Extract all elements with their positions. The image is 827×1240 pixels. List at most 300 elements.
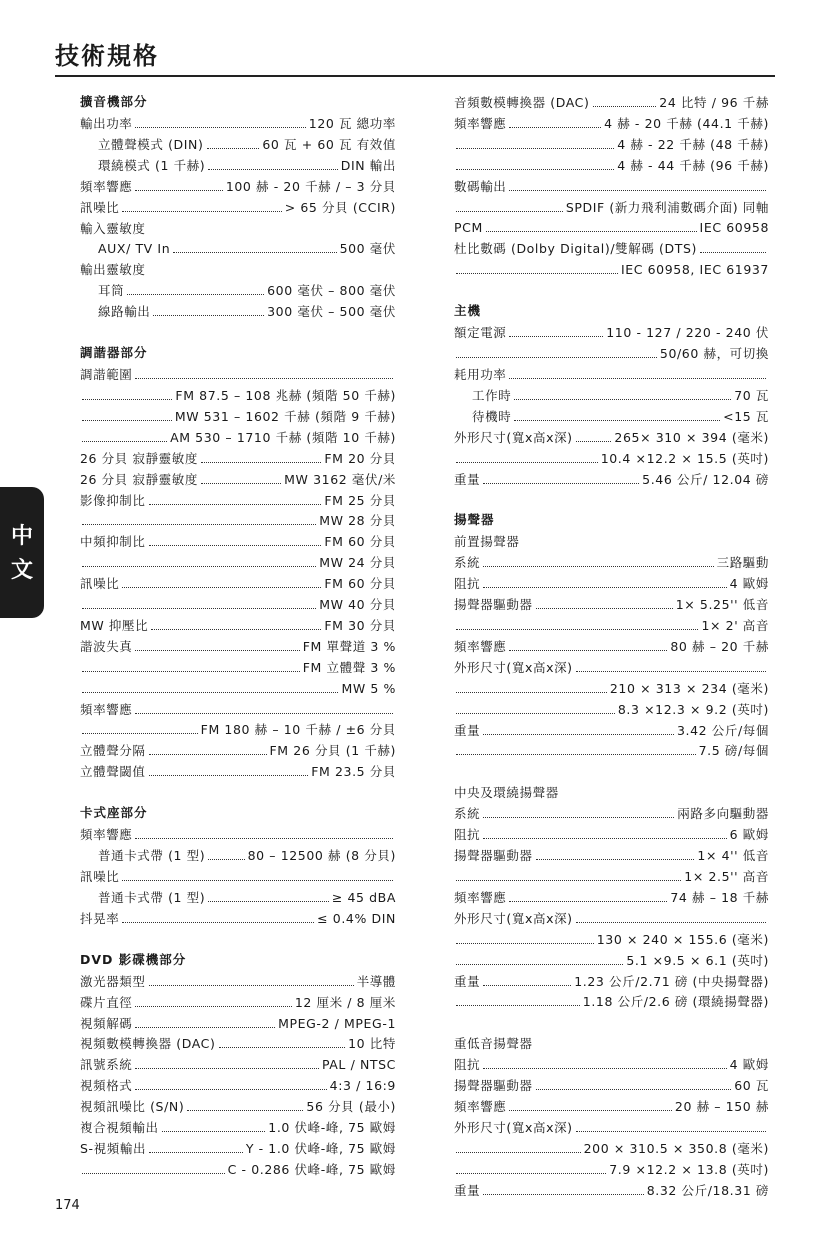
spec-line [454,114,769,135]
dot-leader [456,880,681,881]
dot-leader [509,190,766,191]
spec-line [80,1118,396,1139]
spec-value: 1.18 公斤/2.6 磅 (環繞揚聲器) [582,994,769,1010]
spec-value: 60 瓦 + 60 瓦 有效值 [262,136,396,152]
spec-line [454,783,769,804]
spec-label: 頻率響應 [80,178,133,194]
spec-value: 1× 5.25'' 低音 [675,597,769,613]
spec-line [80,574,396,595]
spec-line [80,825,396,846]
dot-leader [576,441,612,442]
dot-leader [536,859,695,860]
spec-label: 待機時 [472,408,512,424]
spec-label: 諧波失真 [80,638,133,654]
dot-leader [82,399,172,400]
spec-value: 600 毫伏 – 800 毫伏 [267,283,396,299]
spec-label: 阻抗 [454,827,481,843]
dot-leader [82,733,198,734]
spec-line [80,1034,396,1055]
spec-value: MW 24 分貝 [319,555,396,571]
dot-leader [135,713,393,714]
spec-value: MW 3162 毫伏/米 [284,471,396,487]
spec-value: 三路驅動 [716,555,769,571]
spec-line [454,177,769,198]
dot-leader [509,901,667,902]
spec-label: 碟片直徑 [80,994,133,1010]
spec-value: 6 歐姆 [729,827,769,843]
dot-leader [456,148,614,149]
spec-label: 揚聲器驅動器 [454,848,533,864]
spec-line [454,679,769,700]
dot-leader [456,169,614,170]
side-tab-label: 中文 [10,524,33,583]
dot-leader [135,1027,275,1028]
dot-leader [135,1068,319,1069]
spec-line [80,449,396,470]
spec-value: 10.4 ×12.2 × 15.5 (英吋) [600,450,769,466]
spec-label: 耳筒 [98,283,125,299]
spec-value: 210 × 313 × 234 (毫米) [609,680,769,696]
dot-leader [135,650,299,651]
spec-line [454,846,769,867]
spec-value: 1× 2.5'' 高音 [684,869,769,884]
spec-line [80,198,396,219]
dot-leader [201,483,281,484]
dot-leader [82,524,316,525]
dot-leader [151,629,321,630]
spec-line [454,218,769,239]
dot-leader [483,838,726,839]
dot-leader [700,252,766,253]
spec-line [454,1055,769,1076]
spec-line [80,637,396,658]
spec-line [80,972,396,993]
spec-label: 訊噪比 [80,576,120,592]
spec-label: 耗用功率 [454,366,507,382]
spec-line [80,511,396,532]
spec-label: 前置揚聲器 [454,534,520,550]
dot-leader [201,462,321,463]
spec-line [80,867,396,888]
spec-line [80,260,396,281]
dot-leader [483,1194,644,1195]
spec-line [454,658,769,679]
spec-value: FM 30 分貝 [324,617,396,633]
spec-line [454,888,769,909]
spec-line [80,720,396,741]
dot-leader [483,587,726,588]
spec-line [80,762,396,783]
spec-label: 中央及環繞揚聲器 [454,785,559,801]
dot-leader [122,587,321,588]
spec-line [80,658,396,679]
spec-value: 56 分貝 (最小) [306,1099,396,1115]
spec-value: 265× 310 × 394 (毫米) [614,429,769,445]
spec-section [80,804,396,930]
spec-line [454,909,769,930]
spec-label: 訊噪比 [80,199,120,215]
language-side-tab [0,487,44,618]
spec-label: 重量 [454,1182,481,1198]
spec-section [80,93,396,323]
spec-line [454,972,769,993]
dot-leader [483,985,571,986]
spec-value: 120 瓦 總功率 [308,116,396,131]
spec-label: 訊號系統 [80,1057,133,1073]
dot-leader [149,754,267,755]
page-number: 174 [55,1198,80,1213]
spec-label: 環繞模式 (1 千赫) [98,157,206,173]
spec-value: MW 531 – 1602 千赫 (頻階 9 千赫) [174,408,396,424]
dot-leader [483,734,674,735]
spec-value: 8.3 ×12.3 × 9.2 (英吋) [617,701,769,717]
spec-value: MW 40 分貝 [319,597,396,613]
spec-label: 頻率響應 [454,638,507,654]
dot-leader [82,692,338,693]
spec-section [454,511,769,762]
dot-leader [122,922,314,923]
spec-value: 60 瓦 [734,1078,769,1094]
spec-label: 視頻訊噪比 (S/N) [80,1099,185,1115]
spec-label: 中頻抑制比 [80,534,146,550]
spec-label: 外形尺寸(寬x高x深) [454,910,573,926]
spec-label: 外形尺寸(寬x高x深) [454,1119,573,1135]
spec-value: 4 赫 - 20 千赫 (44.1 千赫) [604,115,769,131]
spec-line [454,428,769,449]
spec-value: 3.42 公斤/每個 [676,722,769,738]
spec-section [454,93,769,281]
spec-value: MW 5 % [341,680,396,696]
spec-label: 重低音揚聲器 [454,1036,533,1052]
spec-value: C - 0.286 伏峰-峰, 75 歐姆 [227,1161,396,1177]
spec-value: 1.0 伏峰-峰, 75 歐姆 [268,1120,396,1136]
dot-leader [149,985,354,986]
spec-label: 26 分貝 寂靜靈敏度 [80,471,198,487]
spec-line [454,951,769,972]
spec-value: 4 赫 - 22 千赫 (48 千赫) [617,136,769,152]
dot-leader [509,336,603,337]
spec-label: 杜比數碼 (Dolby Digital)/雙解碼 (DTS) [454,241,697,257]
dot-leader [135,1006,291,1007]
dot-leader [509,1110,671,1111]
spec-value: FM 87.5 – 108 兆赫 (頻階 50 千赫) [175,387,396,403]
dot-leader [509,127,601,128]
spec-value: <15 瓦 [723,408,769,424]
spec-section [80,344,396,783]
dot-leader [149,545,322,546]
spec-line [80,616,396,637]
spec-value: 100 赫 - 20 千赫 / – 3 分貝 [225,178,396,194]
spec-line [454,93,769,114]
section-heading: 主機 [454,303,482,319]
spec-label: 外形尺寸(寬x高x深) [454,659,573,675]
dot-leader [486,231,697,232]
spec-value: DIN 輸出 [340,157,396,173]
spec-value: AM 530 – 1710 千赫 (頻階 10 千赫) [170,429,396,445]
spec-line [80,1055,396,1076]
spec-line [80,135,396,156]
spec-label: 音頻數模轉換器 (DAC) [454,95,590,110]
spec-line [80,909,396,930]
spec-value: PAL / NTSC [321,1057,396,1073]
spec-value: MW 28 分貝 [319,513,396,529]
spec-value: 8.32 公斤/18.31 磅 [646,1182,769,1198]
dot-leader [456,1005,580,1006]
spec-line [80,741,396,762]
spec-line [454,532,769,553]
dot-leader [207,148,260,149]
section-heading: 揚聲器 [454,512,495,528]
dot-leader [208,901,329,902]
spec-label: 線路輸出 [98,304,151,320]
section-heading: 調諧器部分 [80,345,148,361]
spec-value: 24 比特 / 96 千赫 [659,95,769,110]
dot-leader [576,671,766,672]
spec-value: 130 × 240 × 155.6 (毫米) [596,931,769,947]
spec-line [80,386,396,407]
spec-line [454,721,769,742]
spec-line [454,156,769,177]
dot-leader [483,1068,726,1069]
spec-value: FM 立體聲 3 % [302,659,396,675]
spec-line [80,1139,396,1160]
spec-label: 26 分貝 寂靜靈敏度 [80,450,198,466]
spec-label: 視頻格式 [80,1078,133,1094]
spec-line [80,407,396,428]
spec-value: 80 赫 – 20 千赫 [670,638,769,654]
spec-value: 12 厘米 / 8 厘米 [294,994,396,1010]
spec-label: 系統 [454,806,481,822]
spec-line [80,428,396,449]
spec-label: 數碼輸出 [454,178,507,194]
spec-label: 重量 [454,722,481,738]
spec-line [454,700,769,721]
spec-label: 頻率響應 [454,1099,507,1115]
spec-value: FM 180 赫 – 10 千赫 / ±6 分貝 [200,722,396,738]
spec-line [454,804,769,825]
spec-line [454,1097,769,1118]
dot-leader [483,566,713,567]
spec-value: 兩路多向驅動器 [677,806,769,822]
section-heading: 擴音機部分 [80,94,148,109]
spec-label: 複合視頻輸出 [80,1120,159,1136]
spec-label: 重量 [454,471,481,487]
spec-section [80,951,396,1181]
spec-label: 工作時 [472,387,512,403]
spec-value: 4:3 / 16:9 [329,1078,396,1094]
spec-line [454,1160,769,1181]
spec-value: 1.23 公斤/2.71 磅 (中央揚聲器) [574,973,769,989]
spec-label: 額定電源 [454,325,507,341]
spec-line [80,553,396,574]
spec-value: 5.46 公斤/ 12.04 磅 [642,471,769,487]
spec-line [80,532,396,553]
dot-leader [576,922,766,923]
spec-value: MPEG-2 / MPEG-1 [278,1015,396,1031]
spec-line [454,344,769,365]
spec-value: > 65 分貝 (CCIR) [284,199,396,215]
dot-leader [536,1089,732,1090]
spec-value: 4 赫 - 44 千赫 (96 千赫) [617,157,769,173]
dot-leader [149,775,309,776]
spec-value: 200 × 310.5 × 350.8 (毫米) [583,1140,769,1156]
dot-leader [82,608,316,609]
left-column [80,93,396,1202]
dot-leader [82,566,316,567]
spec-label: 輸入靈敏度 [80,220,146,236]
dot-leader [593,106,657,107]
spec-label: 激光器類型 [80,973,146,989]
spec-line [80,700,396,721]
spec-line [80,491,396,512]
spec-value: FM 60 分貝 [324,576,396,592]
spec-label: 外形尺寸(寬x高x深) [454,429,573,445]
spec-label: 視頻解碼 [80,1015,133,1031]
spec-line [454,135,769,156]
spec-line [454,449,769,470]
spec-line [454,930,769,951]
dot-leader [456,273,618,274]
spec-label: MW 抑壓比 [80,617,149,633]
spec-line [454,825,769,846]
spec-line [80,365,396,386]
dot-leader [127,294,264,295]
spec-value: 110 - 127 / 220 - 240 伏 [606,325,769,341]
spec-label: 調諧範圍 [80,367,133,383]
spec-section [454,302,769,490]
dot-leader [187,1110,303,1111]
spec-label: 頻率響應 [80,827,133,843]
spec-line [454,1034,769,1055]
dot-leader [208,859,244,860]
dot-leader [122,211,281,212]
spec-label: 立體聲分隔 [80,743,146,759]
spec-value: SPDIF (新力飛利浦數碼介面) 同軸 [565,199,769,215]
spec-line [454,553,769,574]
spec-label: 影像抑制比 [80,492,146,508]
dot-leader [82,1173,225,1174]
dot-leader [149,1152,243,1153]
spec-line [454,407,769,428]
spec-line [80,846,396,867]
spec-value: 7.9 ×12.2 × 13.8 (英吋) [609,1161,769,1177]
dot-leader [82,441,167,442]
spec-line [454,386,769,407]
dot-leader [135,190,222,191]
spec-line [80,595,396,616]
dot-leader [456,964,623,965]
right-column [454,93,769,1223]
spec-label: 揚聲器驅動器 [454,597,533,613]
spec-line [80,993,396,1014]
spec-line [454,1139,769,1160]
spec-value: 20 赫 – 150 赫 [674,1099,769,1115]
spec-line [454,595,769,616]
spec-label: 頻率響應 [454,889,507,905]
spec-value: 500 毫伏 [339,241,396,257]
spec-label: 普通卡式帶 (1 型) [98,848,206,864]
spec-label: 視頻數模轉換器 (DAC) [80,1036,216,1052]
dot-leader [456,211,563,212]
dot-leader [162,1131,266,1132]
spec-line [80,679,396,700]
spec-line [454,992,769,1013]
dot-leader [149,504,322,505]
dot-leader [456,462,598,463]
spec-line [80,1097,396,1118]
spec-value: 5.1 ×9.5 × 6.1 (英吋) [626,952,769,968]
spec-value: 1× 2' 高音 [701,618,769,634]
dot-leader [514,399,731,400]
spec-label: 頻率響應 [454,115,507,131]
spec-line [454,1076,769,1097]
spec-label: 系統 [454,555,481,571]
spec-line [80,470,396,491]
spec-value: 80 – 12500 赫 (8 分貝) [247,848,396,864]
spec-line [454,616,769,637]
dot-leader [456,713,615,714]
dot-leader [135,378,393,379]
spec-line [80,1160,396,1181]
spec-section [454,1034,769,1201]
spec-label: AUX/ TV In [98,241,171,257]
spec-label: 頻率響應 [80,701,133,717]
dot-leader [483,483,639,484]
spec-label: 輸出功率 [80,116,133,131]
spec-line [80,219,396,240]
spec-label: 阻抗 [454,576,481,592]
spec-label: 普通卡式帶 (1 型) [98,889,206,905]
dot-leader [456,629,698,630]
spec-line [454,470,769,491]
spec-line [454,1118,769,1139]
dot-leader [122,880,393,881]
spec-value: IEC 60958 [699,220,769,236]
spec-line [80,239,396,260]
spec-value: FM 23.5 分貝 [311,764,396,780]
title-divider [55,75,775,77]
spec-line [454,574,769,595]
spec-value: 1× 4'' 低音 [697,848,769,864]
dot-leader [456,943,594,944]
dot-leader [82,420,172,421]
dot-leader [153,315,264,316]
dot-leader [173,252,336,253]
spec-value: 半導體 [356,973,396,989]
spec-line [454,1181,769,1202]
spec-section [454,783,769,1013]
spec-value: FM 26 分貝 (1 千赫) [269,743,396,759]
dot-leader [208,169,337,170]
section-heading: 卡式座部分 [80,805,148,821]
spec-line [80,1076,396,1097]
dot-leader [509,650,667,651]
spec-line [454,239,769,260]
dot-leader [135,1089,326,1090]
spec-value: FM 單聲道 3 % [302,638,396,654]
spec-value: FM 60 分貝 [324,534,396,550]
spec-value: ≥ 45 dBA [331,889,396,905]
page-title: 技術規格 [55,42,159,70]
spec-value: 300 毫伏 – 500 毫伏 [267,304,396,320]
spec-value: 50/60 赫，可切換 [659,346,769,362]
spec-line [454,637,769,658]
spec-value: 74 赫 – 18 千赫 [670,889,769,905]
dot-leader [135,838,393,839]
dot-leader [456,357,657,358]
dot-leader [135,127,305,128]
dot-leader [456,1152,581,1153]
